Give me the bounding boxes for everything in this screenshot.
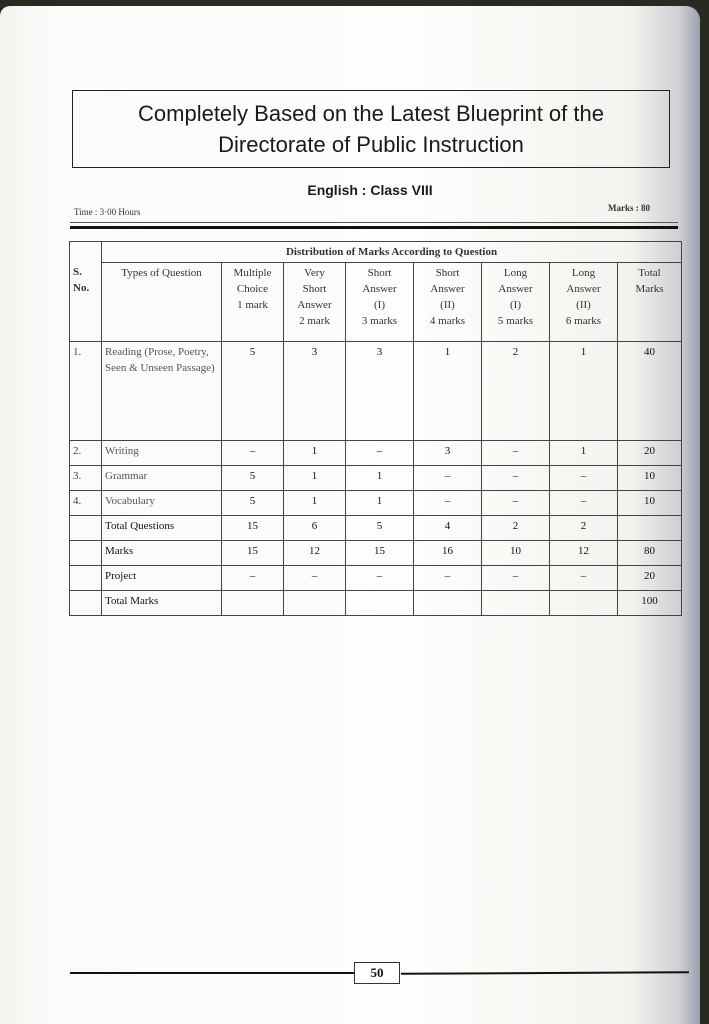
cell-la2: 1 — [550, 441, 618, 466]
cell-sa2: 3 — [414, 441, 482, 466]
col-header-sno: S. No. — [70, 242, 102, 342]
cell-total — [618, 516, 682, 541]
table-row — [70, 342, 682, 441]
col-header-type: Types of Question — [102, 263, 222, 342]
cell-total: 20 — [618, 566, 682, 591]
cell-mcq: 5 — [222, 466, 284, 491]
cell-mcq: 15 — [222, 516, 284, 541]
summary-row-marks — [70, 541, 682, 566]
cell-vsa: 1 — [284, 441, 346, 466]
cell-la1: – — [482, 566, 550, 591]
cell-sno: 4. — [70, 491, 102, 516]
cell-la2: – — [550, 566, 618, 591]
cell-la1: – — [482, 466, 550, 491]
cell-mcq: – — [222, 566, 284, 591]
cell-sa1: 3 — [346, 342, 414, 441]
cell-type: Vocabulary — [102, 491, 222, 516]
cell-la2: – — [550, 466, 618, 491]
max-marks-label: Marks : 80 — [608, 203, 650, 213]
cell-la1: 10 — [482, 541, 550, 566]
cell-vsa: 6 — [284, 516, 346, 541]
document-page — [0, 6, 700, 1024]
cell-la1 — [482, 591, 550, 616]
cell-sa2: 4 — [414, 516, 482, 541]
cell-la2: 12 — [550, 541, 618, 566]
cell-mcq: 5 — [222, 342, 284, 441]
cell-total: 20 — [618, 441, 682, 466]
cell-sa1 — [346, 591, 414, 616]
cell-sa1: 1 — [346, 466, 414, 491]
cell-la1: – — [482, 441, 550, 466]
divider-thin — [70, 222, 678, 223]
cell-label: Marks — [102, 541, 222, 566]
cell-sno: 3. — [70, 466, 102, 491]
cell-sno — [70, 541, 102, 566]
summary-row-project — [70, 566, 682, 591]
cell-mcq: – — [222, 441, 284, 466]
cell-sa2: – — [414, 491, 482, 516]
col-header-sa2: Short Answer (II) 4 marks — [414, 263, 482, 342]
table-row — [70, 466, 682, 491]
cell-vsa: 12 — [284, 541, 346, 566]
cell-total: 10 — [618, 466, 682, 491]
cell-total: 40 — [618, 342, 682, 441]
cell-la2: – — [550, 491, 618, 516]
cell-vsa — [284, 591, 346, 616]
cell-label: Total Questions — [102, 516, 222, 541]
cell-la1: – — [482, 491, 550, 516]
cell-la2: 2 — [550, 516, 618, 541]
table-row — [70, 491, 682, 516]
cell-la1: 2 — [482, 516, 550, 541]
cell-sa1: 15 — [346, 541, 414, 566]
cell-total: 10 — [618, 491, 682, 516]
cell-la1: 2 — [482, 342, 550, 441]
cell-la2 — [550, 591, 618, 616]
col-header-la2: Long Answer (II) 6 marks — [550, 263, 618, 342]
cell-vsa: – — [284, 566, 346, 591]
footer-rule-left — [70, 972, 354, 974]
cell-sno — [70, 566, 102, 591]
group-header: Distribution of Marks According to Question — [102, 242, 682, 263]
cell-label: Total Marks — [102, 591, 222, 616]
col-header-la1: Long Answer (I) 5 marks — [482, 263, 550, 342]
table-row — [70, 441, 682, 466]
blueprint-table — [69, 241, 682, 616]
col-header-sa1: Short Answer (I) 3 marks — [346, 263, 414, 342]
group-header-row — [70, 242, 682, 263]
cell-label: Project — [102, 566, 222, 591]
cell-sa2: – — [414, 566, 482, 591]
page-number: 50 — [354, 962, 400, 984]
column-header-row — [70, 263, 682, 342]
cell-mcq — [222, 591, 284, 616]
cell-sno — [70, 591, 102, 616]
cell-sa1: 1 — [346, 491, 414, 516]
col-header-total: Total Marks — [618, 263, 682, 342]
cell-mcq: 15 — [222, 541, 284, 566]
footer-rule-right — [401, 971, 689, 975]
cell-sa1: – — [346, 441, 414, 466]
cell-sno: 2. — [70, 441, 102, 466]
cell-sa2: 16 — [414, 541, 482, 566]
subject-heading: English : Class VIII — [307, 182, 433, 198]
cell-sa2 — [414, 591, 482, 616]
cell-sa1: 5 — [346, 516, 414, 541]
col-header-vsa: Very Short Answer 2 mark — [284, 263, 346, 342]
cell-sno — [70, 516, 102, 541]
cell-sa2: 1 — [414, 342, 482, 441]
title-line-2: Directorate of Public Instruction — [218, 132, 524, 157]
cell-total: 80 — [618, 541, 682, 566]
title-line-1: Completely Based on the Latest Blueprint of the — [138, 101, 604, 126]
summary-row-total-questions — [70, 516, 682, 541]
cell-la2: 1 — [550, 342, 618, 441]
cell-sa1: – — [346, 566, 414, 591]
cell-sno: 1. — [70, 342, 102, 441]
summary-row-total-marks — [70, 591, 682, 616]
divider-thick — [70, 226, 678, 229]
cell-mcq: 5 — [222, 491, 284, 516]
cell-vsa: 3 — [284, 342, 346, 441]
cell-vsa: 1 — [284, 491, 346, 516]
cell-total: 100 — [618, 591, 682, 616]
cell-sa2: – — [414, 466, 482, 491]
cell-type: Writing — [102, 441, 222, 466]
cell-type: Reading (Prose, Poetry, Seen & Unseen Passage) — [102, 342, 222, 441]
cell-vsa: 1 — [284, 466, 346, 491]
col-header-mcq: Multiple Choice 1 mark — [222, 263, 284, 342]
time-label: Time : 3·00 Hours — [74, 207, 141, 217]
title-box — [72, 90, 670, 168]
cell-type: Grammar — [102, 466, 222, 491]
